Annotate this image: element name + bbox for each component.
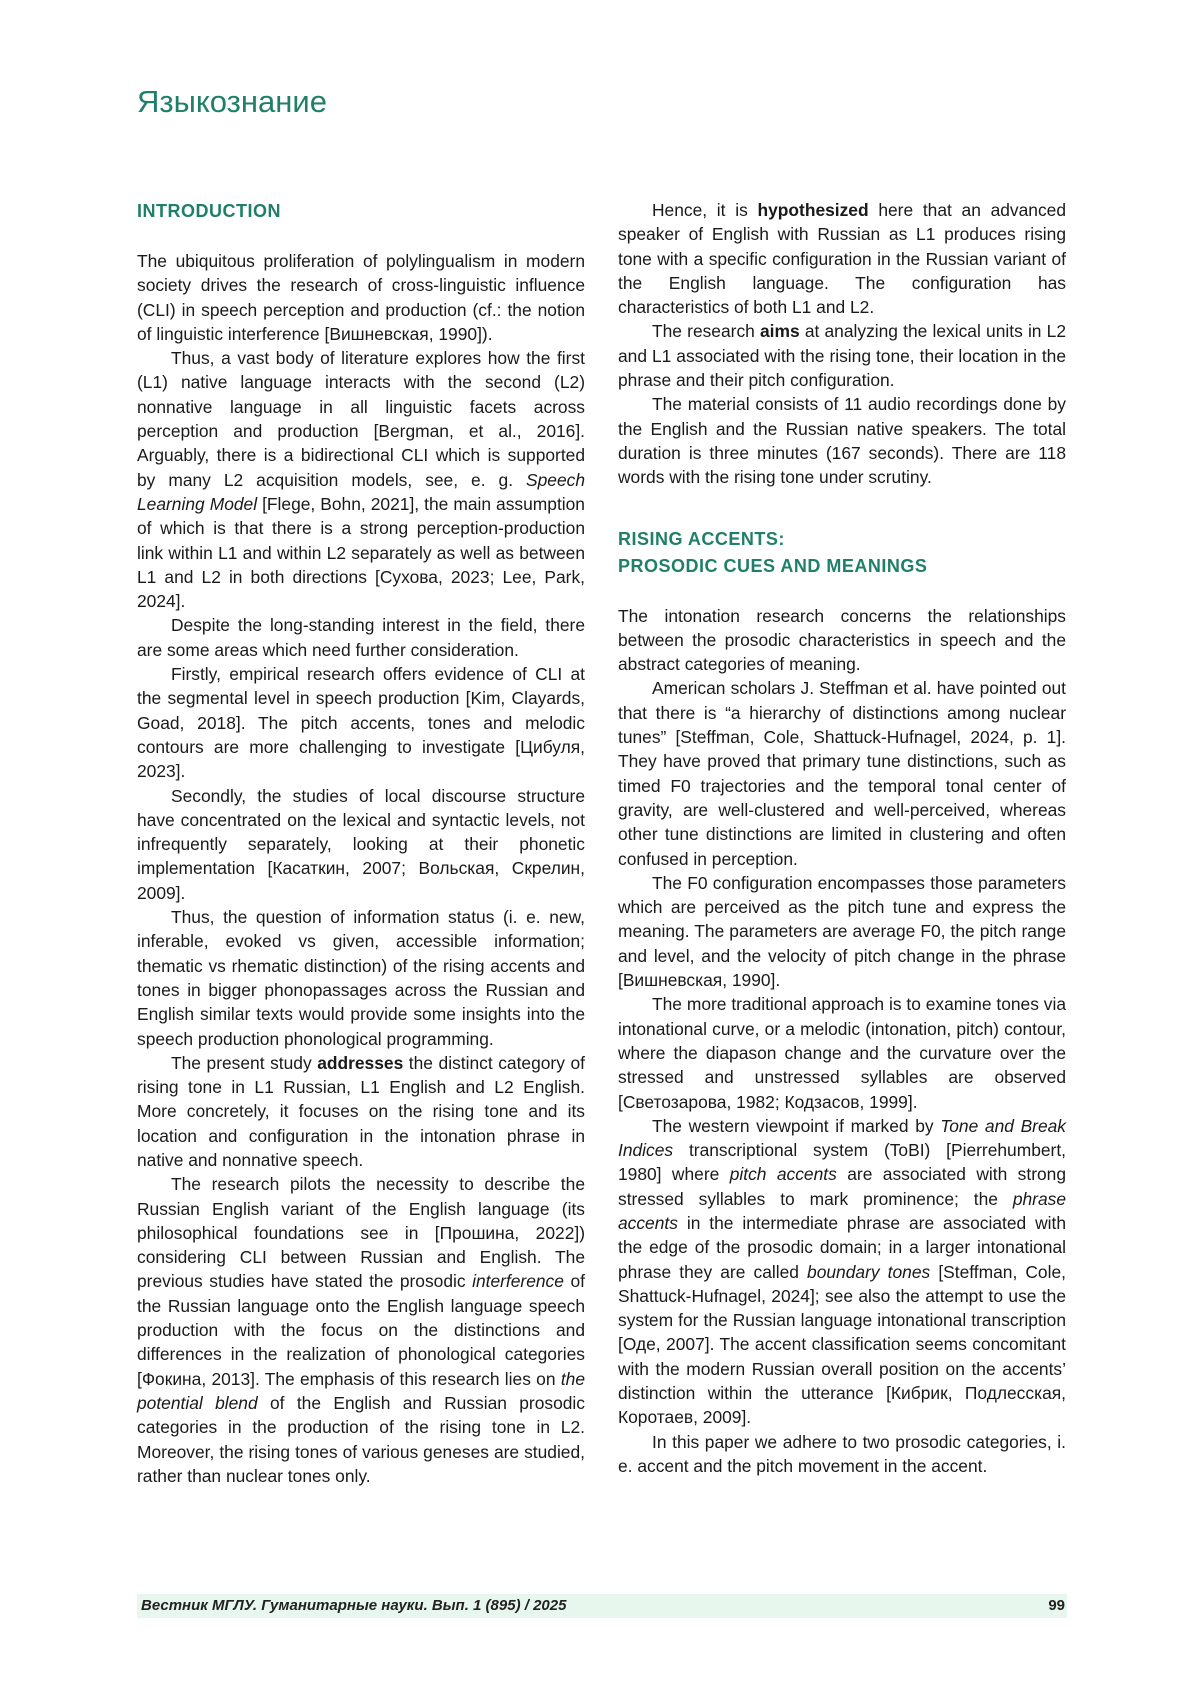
paragraph: Firstly, empirical research offers evidence of CLI at the segmental level in speech production [Kim, Clayards, Goad, 2018]. The pitch accents, tones and melodic contours are more challenging to investigate [Цибуля, 2023]. [137,662,585,783]
section-title: Языкознание [137,84,327,120]
heading-rising-accents: RISING ACCENTS: PROSODIC CUES AND MEANINGS [618,526,1066,580]
page-footer [137,1594,1067,1618]
paragraph: Secondly, the studies of local discourse structure have concentrated on the lexical and syntactic levels, not infrequently separately, looking at their phonetic implementation [Касаткин, 2007; Вольская, Скрелин, 2009]. [137,784,585,905]
paragraph: The intonation research concerns the relationships between the prosodic characteristics in speech and the abstract categories of meaning. [618,604,1066,677]
journal-citation: Вестник МГЛУ. Гуманитарные науки. Вып. 1 (895) / 2025 [141,1594,566,1618]
paragraph: The research pilots the necessity to describe the Russian English variant of the English language (its philosophical foundations see in [Прошина, 2022]) considering CLI between Russian and English. The previous studies have stated the prosodic interference of the Russian language onto the English language speech production with the focus on the distinctions and differences in the realization of phonological categories [Фокина, 2013]. The emphasis of this research lies on the potential blend of the English and Russian prosodic categories in the production of the rising tone in L2. Moreover, the rising tones of various geneses are studied, rather than nuclear tones only. [137,1172,585,1488]
paragraph: Despite the long-standing interest in the field, there are some areas which need further consideration. [137,613,585,662]
right-column [618,198,1066,1478]
paragraph: The F0 configuration encompasses those parameters which are perceived as the pitch tune and express the meaning. The parameters are average F0, the pitch range and level, and the velocity of pitch change in the phrase [Вишневская, 1990]. [618,871,1066,992]
paragraph: The more traditional approach is to examine tones via intonational curve, or a melodic (intonation, pitch) contour, where the diapason change and the curvature over the stressed and unstressed syllables are observed [Светозарова, 1982; Кодзасов, 1999]. [618,992,1066,1113]
paragraph: In this paper we adhere to two prosodic categories, i. e. accent and the pitch movement in the accent. [618,1430,1066,1479]
paragraph: Thus, the question of information status (i. e. new, inferable, evoked vs given, accessible information; thematic vs rhematic distinction) of the rising accents and tones in bigger phonopassages across the Russian and English similar texts would provide some insights into the speech production phonological programming. [137,905,585,1051]
paragraph: The ubiquitous proliferation of polylingualism in modern society drives the research of cross-linguistic influence (CLI) in speech perception and production (cf.: the notion of linguistic interference [Вишневская, 1990]). [137,249,585,346]
paragraph: American scholars J. Steffman et al. have pointed out that there is “a hierarchy of distinctions among nuclear tunes” [Steffman, Cole, Shattuck-Hufnagel, 2024, p. 1]. They have proved that primary tune distinctions, such as timed F0 trajectories and the temporal tonal center of gravity, are well-clustered and well-perceived, whereas other tune distinctions are limited in clustering and often confused in perception. [618,676,1066,870]
paragraph: Hence, it is hypothesized here that an advanced speaker of English with Russian as L1 produces rising tone with a specific configuration in the Russian variant of the English language. The configuration has characteristics of both L1 and L2. [618,198,1066,319]
paragraph: The material consists of 11 audio recordings done by the English and the Russian native speakers. The total duration is three minutes (167 seconds). There are 118 words with the rising tone under scrutiny. [618,392,1066,489]
paragraph: Thus, a vast body of literature explores how the first (L1) native language interacts with the second (L2) nonnative language in all linguistic facets across perception and production [Bergman, et al., 2016]. Arguably, there is a bidirectional CLI which is supported by many L2 acquisition models, see, e. g. Speech Learning Model [Flege, Bohn, 2021], the main assumption of which is that there is a strong perception-production link within L1 and within L2 separately as well as between L1 and L2 in both directions [Сухова, 2023; Lee, Park, 2024]. [137,346,585,613]
paragraph: The research aims at analyzing the lexical units in L2 and L1 associated with the rising tone, their location in the phrase and their pitch configuration. [618,319,1066,392]
paragraph: The western viewpoint if marked by Tone and Break Indices transcriptional system (ToBI) [Pierrehumbert, 1980] where pitch accents are associated with strong stressed syllables to mark prominence; the phrase accents in the intermediate phrase are associated with the edge of the prosodic domain; in a larger intonational phrase they are called boundary tones [Steffman, Cole, Shattuck-Hufnagel, 2024]; see also the attempt to use the system for the Russian language intonational transcription [Оде, 2007]. The accent classification seems concomitant with the modern Russian overall position on the accents’ distinction within the utterance [Кибрик, Подлесская, Коротаев, 2009]. [618,1114,1066,1430]
page-number: 99 [1048,1594,1065,1618]
paragraph: The present study addresses the distinct category of rising tone in L1 Russian, L1 English and L2 English. More concretely, it focuses on the rising tone and its location and configuration in the intonation phrase in native and nonnative speech. [137,1051,585,1172]
left-column [137,198,585,1488]
heading-introduction: INTRODUCTION [137,198,585,225]
